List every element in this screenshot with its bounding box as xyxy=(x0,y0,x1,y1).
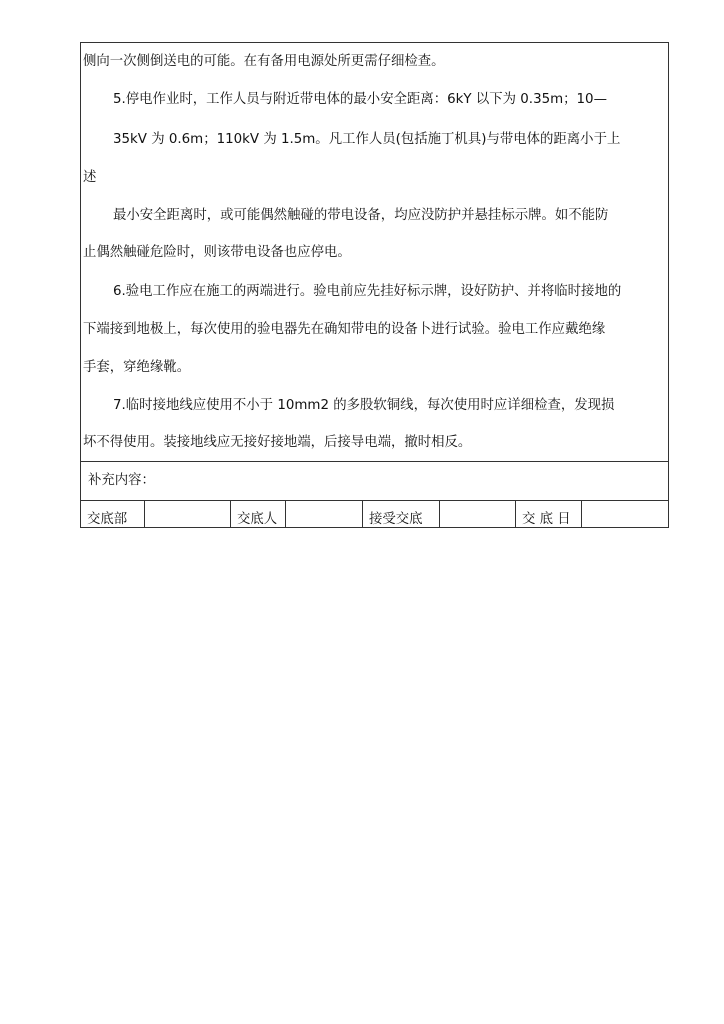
person-label: 交底人 xyxy=(237,512,278,527)
signature-row xyxy=(81,501,668,527)
paragraph-line: 6.验电工作应在施工的两端进行。验电前应先挂好标示牌，设好防护、并将临时接地的 xyxy=(113,284,622,299)
paragraph-line: 下端接到地极上，每次使用的验电器先在确知带电的设备卜进行试验。验电工作应戴绝缘 xyxy=(83,322,606,337)
paragraph-line: 止偶然触碰危险时，则该带电设备也应停电。 xyxy=(83,245,351,260)
person-value-cell[interactable] xyxy=(286,501,363,527)
receiver-value-cell[interactable] xyxy=(440,501,516,527)
paragraph-line: 5.停电作业时，工作人员与附近带电体的最小安全距离：6kY 以下为 0.35m；10— xyxy=(113,92,607,107)
paragraph-line: 手套，穿绝缘靴。 xyxy=(83,360,191,375)
date-label-cell xyxy=(516,501,582,527)
dept-value-cell[interactable] xyxy=(145,501,231,527)
paragraph-line: 侧向一次侧倒送电的可能。在有备用电源处所更需仔细检查。 xyxy=(83,54,445,69)
date-label: 交 底 日 xyxy=(522,512,571,527)
paragraph-line: 7.临时接地线应使用不小于 10mm2 的多股软铜线，每次使用时应详细检查，发现损 xyxy=(113,398,615,413)
person-label-cell xyxy=(231,501,286,527)
paragraph-line: 35kV 为 0.6m；110kV 为 1.5m。凡工作人员(包括施丁机具)与带电体的距离小于上 xyxy=(113,132,621,147)
receiver-label-cell xyxy=(363,501,440,527)
supplement-label: 补充内容： xyxy=(88,473,155,488)
disclosure-table xyxy=(80,42,669,528)
content-cell xyxy=(81,43,668,462)
receiver-label: 接受交底 xyxy=(369,512,423,527)
paragraph-line: 述 xyxy=(83,170,97,185)
supplement-row xyxy=(81,462,668,501)
paragraph-line: 最小安全距离时，或可能偶然触碰的带电设备，均应没防护并悬挂标示牌。如不能防 xyxy=(113,208,609,223)
dept-label-cell xyxy=(81,501,145,527)
date-value-cell[interactable] xyxy=(582,501,668,527)
dept-label: 交底部 xyxy=(87,512,128,527)
paragraph-line: 坏不得使用。装接地线应无接好接地端，后接导电端，撤时相反。 xyxy=(83,435,472,450)
